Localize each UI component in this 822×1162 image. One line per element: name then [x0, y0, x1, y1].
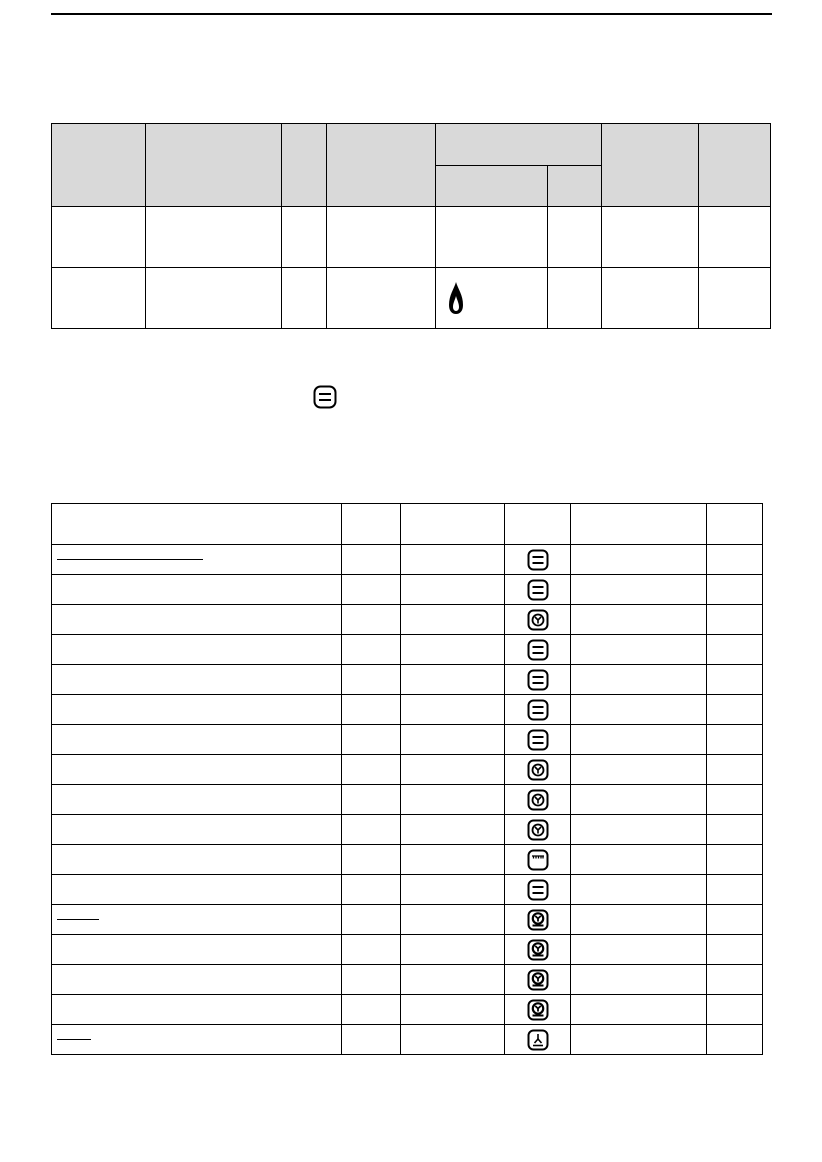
- table-cell: [571, 665, 707, 695]
- table-cell: [571, 965, 707, 995]
- function-icon-cell: [505, 965, 571, 995]
- table-cell: [341, 845, 400, 875]
- table-row: [52, 935, 763, 965]
- table-cell: [707, 725, 763, 755]
- header-cell: [326, 124, 436, 207]
- header-cell: [400, 504, 505, 545]
- row-label-cell: [52, 935, 342, 965]
- header-cell: [602, 124, 699, 207]
- row-label-cell: [52, 1025, 342, 1055]
- header-cell: [699, 124, 771, 207]
- table-cell: [707, 815, 763, 845]
- table-cell: [707, 935, 763, 965]
- table-cell: [571, 845, 707, 875]
- conventional-heating-icon: [527, 579, 549, 601]
- function-icon-cell: [505, 725, 571, 755]
- table-cell: [707, 635, 763, 665]
- header-cell: [707, 504, 763, 545]
- function-icon-cell: [505, 815, 571, 845]
- row-label-cell: [52, 965, 342, 995]
- table-row: [52, 755, 763, 785]
- row-label-cell: [52, 665, 342, 695]
- table-cell: [326, 207, 436, 268]
- table-row: [52, 845, 763, 875]
- table-cell: [400, 1025, 505, 1055]
- table-row: [52, 665, 763, 695]
- fan-heating-icon: [527, 759, 549, 781]
- table-cell: [341, 905, 400, 935]
- fan-bottom-heat-icon: [527, 969, 549, 991]
- table-cell: [400, 875, 505, 905]
- table-cell: [341, 575, 400, 605]
- header-subcell: [548, 166, 602, 207]
- table-cell: [707, 995, 763, 1025]
- table-row: [52, 605, 763, 635]
- conventional-heating-icon: [527, 549, 549, 571]
- table-cell: [571, 635, 707, 665]
- table-cell: [707, 965, 763, 995]
- table-cell: [707, 545, 763, 575]
- table-row: [52, 905, 763, 935]
- function-icon-cell: [505, 935, 571, 965]
- table-row: [52, 545, 763, 575]
- function-icon-cell: [505, 575, 571, 605]
- table-row: [52, 575, 763, 605]
- row-label-cell: [52, 785, 342, 815]
- row-label-cell: [52, 875, 342, 905]
- table-cell: [400, 905, 505, 935]
- table-cell: [400, 545, 505, 575]
- table-cell: [707, 575, 763, 605]
- fan-heating-icon: [527, 789, 549, 811]
- function-icon-cell: [505, 665, 571, 695]
- table-cell: [707, 695, 763, 725]
- flame-icon: [447, 281, 465, 315]
- header-cell: [52, 124, 146, 207]
- table-row: [52, 1025, 763, 1055]
- table-cell: [341, 605, 400, 635]
- conventional-heating-icon: [527, 639, 549, 661]
- table-cell: [145, 207, 281, 268]
- table-cell: [400, 665, 505, 695]
- table-row: [52, 785, 763, 815]
- table-row: [52, 268, 771, 329]
- row-label-cell: [52, 575, 342, 605]
- table-cell: [400, 935, 505, 965]
- function-icon-cell: [505, 695, 571, 725]
- conventional-heating-icon: [527, 699, 549, 721]
- function-icon-cell: [505, 605, 571, 635]
- table-header-row: [52, 504, 763, 545]
- underline-mark: [57, 559, 203, 560]
- table-cell: [400, 635, 505, 665]
- table-cell: [145, 268, 281, 329]
- header-cell: [52, 504, 342, 545]
- table-cell: [571, 785, 707, 815]
- table-cell: [707, 785, 763, 815]
- table-cell: [699, 207, 771, 268]
- function-icon-cell: [505, 545, 571, 575]
- table-cell: [571, 605, 707, 635]
- function-icon-cell: [505, 995, 571, 1025]
- table-cell: [400, 965, 505, 995]
- table-cell: [341, 665, 400, 695]
- table-cell: [341, 545, 400, 575]
- conventional-heating-icon: [527, 669, 549, 691]
- top-table: [51, 123, 771, 329]
- fan-heating-icon: [527, 819, 549, 841]
- table-row: [52, 875, 763, 905]
- table-cell: [341, 725, 400, 755]
- function-icon-cell: [505, 875, 571, 905]
- function-icon-cell: [505, 635, 571, 665]
- header-cell: [341, 504, 400, 545]
- table-cell: [400, 785, 505, 815]
- table-cell: [602, 268, 699, 329]
- table-row: [52, 207, 771, 268]
- grill-icon: [527, 849, 549, 871]
- table-cell: [707, 845, 763, 875]
- row-label-cell: [52, 605, 342, 635]
- table-cell: [400, 605, 505, 635]
- table-cell: [707, 905, 763, 935]
- table-cell: [699, 268, 771, 329]
- table-cell: [281, 268, 326, 329]
- table-cell: [571, 725, 707, 755]
- table-row: [52, 725, 763, 755]
- table-cell: [341, 635, 400, 665]
- function-icon-cell: [505, 785, 571, 815]
- table-cell: [281, 207, 326, 268]
- table-row: [52, 695, 763, 725]
- defrost-icon: [527, 1029, 549, 1051]
- function-icon-cell: [505, 845, 571, 875]
- row-label-cell: [52, 755, 342, 785]
- table-cell: [602, 207, 699, 268]
- fan-bottom-heat-icon: [527, 909, 549, 931]
- table-cell: [707, 605, 763, 635]
- function-icon-cell: [505, 755, 571, 785]
- conventional-heating-icon: [527, 879, 549, 901]
- header-cell: [571, 504, 707, 545]
- table-cell: [341, 785, 400, 815]
- table-cell: [436, 207, 548, 268]
- table-cell: [571, 1025, 707, 1055]
- table-cell: [341, 1025, 400, 1055]
- table-row: [52, 995, 763, 1025]
- table-cell: [571, 995, 707, 1025]
- table-cell: [326, 268, 436, 329]
- table-cell: [400, 815, 505, 845]
- functions-table: [51, 503, 763, 1055]
- row-label-cell: [52, 695, 342, 725]
- table-cell: [400, 755, 505, 785]
- table-cell: [571, 575, 707, 605]
- table-cell: [571, 905, 707, 935]
- flame-cell: [436, 268, 548, 329]
- underline-mark: [57, 919, 99, 920]
- table-cell: [707, 1025, 763, 1055]
- table-row: [52, 635, 763, 665]
- header-cell: [281, 124, 326, 207]
- table-cell: [571, 875, 707, 905]
- table-cell: [400, 995, 505, 1025]
- table-cell: [400, 695, 505, 725]
- table-row: [52, 815, 763, 845]
- table-cell: [341, 875, 400, 905]
- header-group-cell: [436, 124, 602, 166]
- table-cell: [52, 207, 146, 268]
- row-label-cell: [52, 995, 342, 1025]
- table-cell: [52, 268, 146, 329]
- row-label-cell: [52, 845, 342, 875]
- row-label-cell: [52, 815, 342, 845]
- underline-mark: [57, 1039, 91, 1040]
- fan-heating-icon: [527, 609, 549, 631]
- conventional-heating-icon: [527, 729, 549, 751]
- table-cell: [341, 935, 400, 965]
- header-subcell: [436, 166, 548, 207]
- function-icon-cell: [505, 1025, 571, 1055]
- function-icon-cell: [505, 905, 571, 935]
- conventional-heating-icon: [313, 385, 337, 409]
- top-rule: [51, 13, 772, 15]
- table-cell: [571, 935, 707, 965]
- table-cell: [341, 755, 400, 785]
- header-row: [52, 124, 771, 166]
- fan-bottom-heat-icon: [527, 939, 549, 961]
- table-cell: [571, 695, 707, 725]
- row-label-cell: [52, 905, 342, 935]
- table-cell: [400, 845, 505, 875]
- table-cell: [400, 575, 505, 605]
- table-cell: [707, 875, 763, 905]
- table-cell: [548, 268, 602, 329]
- table-cell: [341, 965, 400, 995]
- table-cell: [400, 725, 505, 755]
- fan-bottom-heat-icon: [527, 999, 549, 1021]
- header-cell: [145, 124, 281, 207]
- row-label-cell: [52, 545, 342, 575]
- table-cell: [341, 815, 400, 845]
- table-cell: [571, 815, 707, 845]
- row-label-cell: [52, 635, 342, 665]
- table-cell: [341, 695, 400, 725]
- table-cell: [707, 755, 763, 785]
- table-cell: [707, 665, 763, 695]
- table-cell: [341, 995, 400, 1025]
- table-cell: [548, 207, 602, 268]
- header-cell: [505, 504, 571, 545]
- table-cell: [571, 545, 707, 575]
- row-label-cell: [52, 725, 342, 755]
- table-row: [52, 965, 763, 995]
- table-cell: [571, 755, 707, 785]
